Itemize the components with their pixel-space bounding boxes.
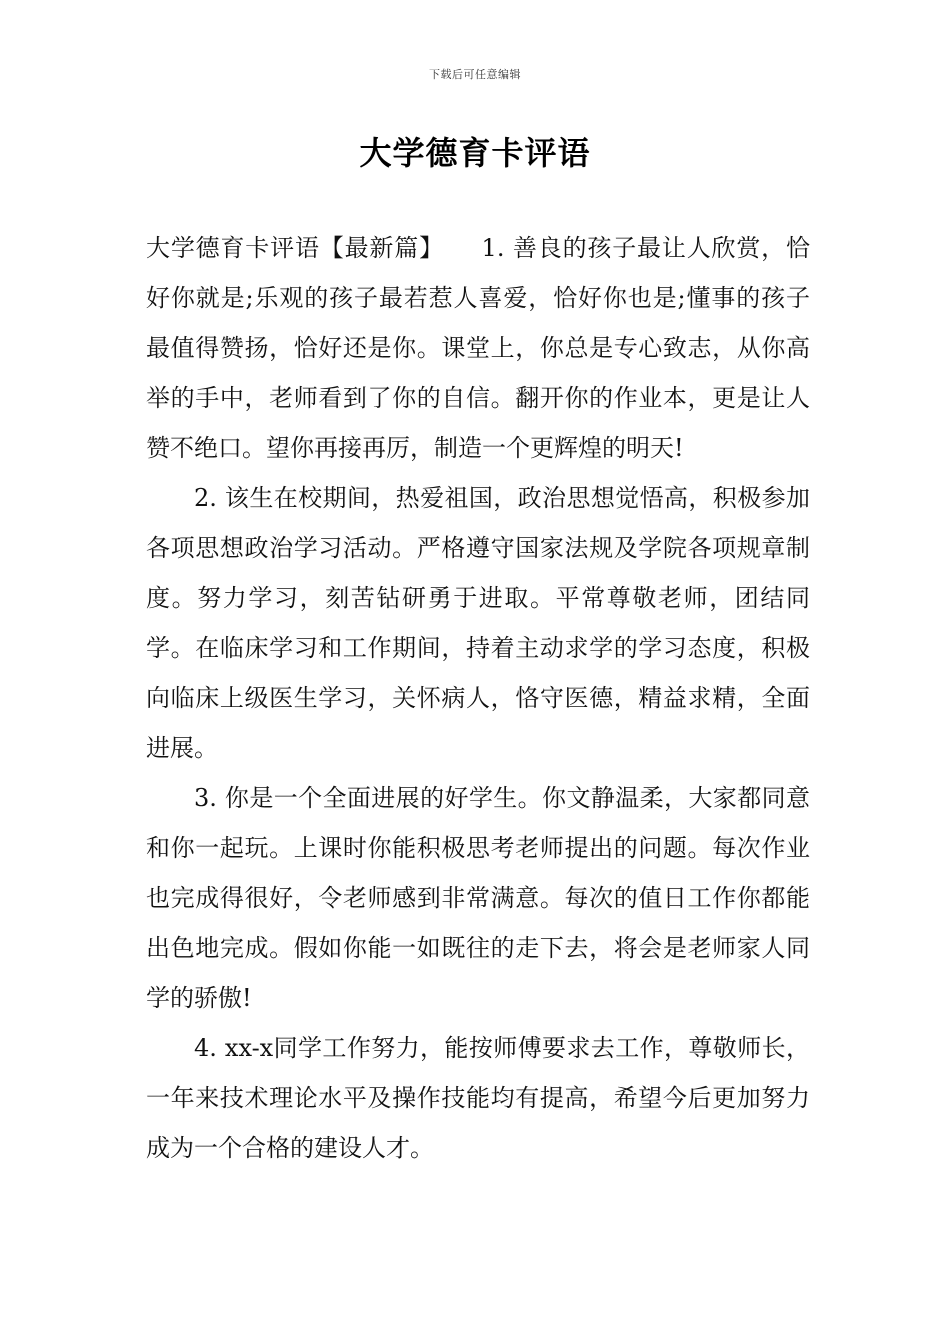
paragraph-4: 4. xx-x同学工作努力，能按师傅要求去工作，尊敬师长，一年来技术理论水平及操作技能均有提高，希望今后更加努力成为一个合格的建设人才。	[146, 1034, 810, 1162]
paragraph-3: 3. 你是一个全面进展的好学生。你文静温柔，大家都同意和你一起玩。上课时你能积极思考老师提出的问题。每次作业也完成得很好，令老师感到非常满意。每次的值日工作你都能出色地完成。假如你能一如既往的走下去，将会是老师家人同学的骄傲!	[146, 784, 810, 1012]
document-body	[146, 223, 810, 1173]
paragraph-1: 大学德育卡评语【最新篇】 1. 善良的孩子最让人欣赏，恰好你就是;乐观的孩子最若惹人喜爱，恰好你也是;懂事的孩子最值得赞扬，恰好还是你。课堂上，你总是专心致志，从你高举的手中，老师看到了你的自信。翻开你的作业本，更是让人赞不绝口。望你再接再厉，制造一个更辉煌的明天!	[146, 234, 810, 462]
document-title: 大学德育卡评语	[359, 134, 591, 172]
header-note: 下载后可任意编辑	[429, 68, 521, 81]
paragraph-2: 2. 该生在校期间，热爱祖国，政治思想觉悟高，积极参加各项思想政治学习活动。严格遵守国家法规及学院各项规章制度。努力学习，刻苦钻研勇于进取。平常尊敬老师，团结同学。在临床学习和工作期间，持着主动求学的学习态度，积极向临床上级医生学习，关怀病人，恪守医德，精益求精，全面进展。	[146, 484, 810, 762]
